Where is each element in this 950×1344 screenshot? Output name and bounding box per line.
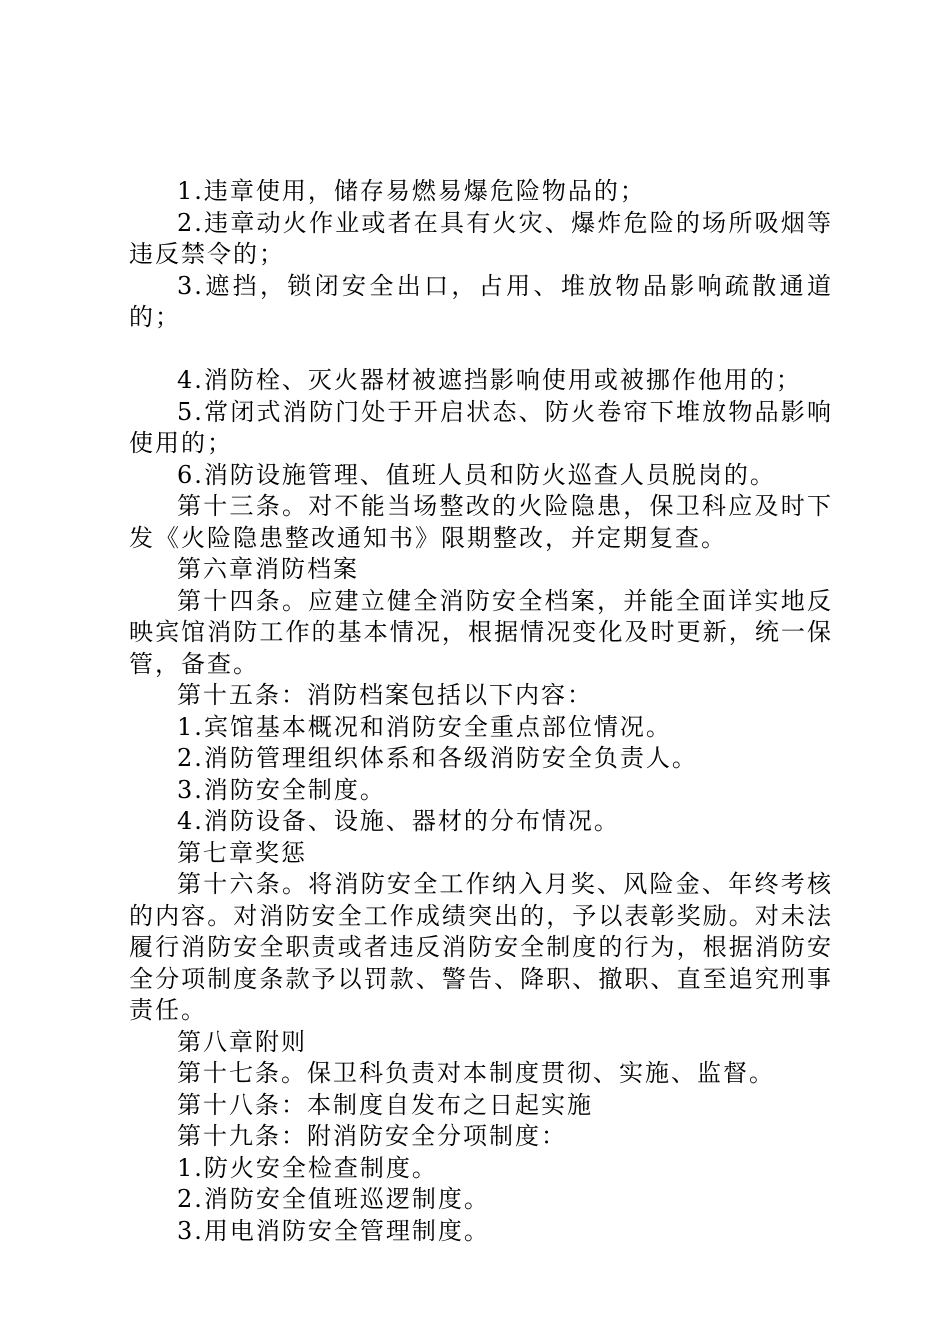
archive-item-3: 3.消防安全制度。	[177, 775, 386, 804]
list-item-1: 1.违章使用，储存易燃易爆危险物品的；	[177, 177, 646, 205]
chapter-6-heading: 第六章消防档案	[177, 555, 359, 583]
list-item-5: 5.常闭式消防门处于开启状态、防火卷帘下堆放物品影响使用的；	[129, 397, 833, 457]
article-14: 第十四条。应建立健全消防安全档案，并能全面详实地反映宾馆消防工作的基本情况，根据情况变化及时更新，统一保管，备查。	[129, 586, 833, 678]
article-15: 第十五条：消防档案包括以下内容：	[177, 681, 593, 709]
document-body	[129, 176, 833, 1247]
archive-item-2: 2.消防管理组织体系和各级消防安全负责人。	[177, 744, 698, 772]
article-13: 第十三条。对不能当场整改的火险隐患，保卫科应及时下发《火险隐患整改通知书》限期整改，并定期复查。	[129, 492, 833, 552]
sub-regulation-2: 2.消防安全值班巡逻制度。	[177, 1185, 490, 1213]
sub-regulation-1: 1.防火安全检查制度。	[177, 1153, 438, 1182]
chapter-7-heading: 第七章奖惩	[177, 838, 307, 867]
list-item-3: 3.遮挡，锁闭安全出口，占用、堆放物品影响疏散通道的；	[129, 271, 833, 331]
article-17: 第十七条。保卫科负责对本制度贯彻、实施、监督。	[177, 1059, 775, 1087]
list-item-2: 2.违章动火作业或者在具有火灾、爆炸危险的场所吸烟等违反禁令的；	[129, 208, 833, 268]
article-19: 第十九条：附消防安全分项制度：	[177, 1122, 567, 1150]
list-item-6: 6.消防设施管理、值班人员和防火巡查人员脱岗的。	[177, 460, 776, 489]
article-16: 第十六条。将消防安全工作纳入月奖、风险金、年终考核的内容。对消防安全工作成绩突出的，予以表彰奖励。对未法履行消防安全职责或者违反消防安全制度的行为，根据消防安全分项制度条款予以罚款、警告、降职、撤职、直至追究刑事责任。	[129, 870, 833, 1024]
archive-item-4: 4.消防设备、设施、器材的分布情况。	[177, 807, 620, 835]
list-item-4: 4.消防栓、灭火器材被遮挡影响使用或被挪作他用的；	[177, 366, 802, 394]
article-18: 第十八条：本制度自发布之日起实施	[177, 1090, 593, 1119]
chapter-8-heading: 第八章附则	[177, 1027, 307, 1056]
sub-regulation-3: 3.用电消防安全管理制度。	[177, 1216, 490, 1245]
archive-item-1: 1.宾馆基本概况和消防安全重点部位情况。	[177, 712, 672, 741]
